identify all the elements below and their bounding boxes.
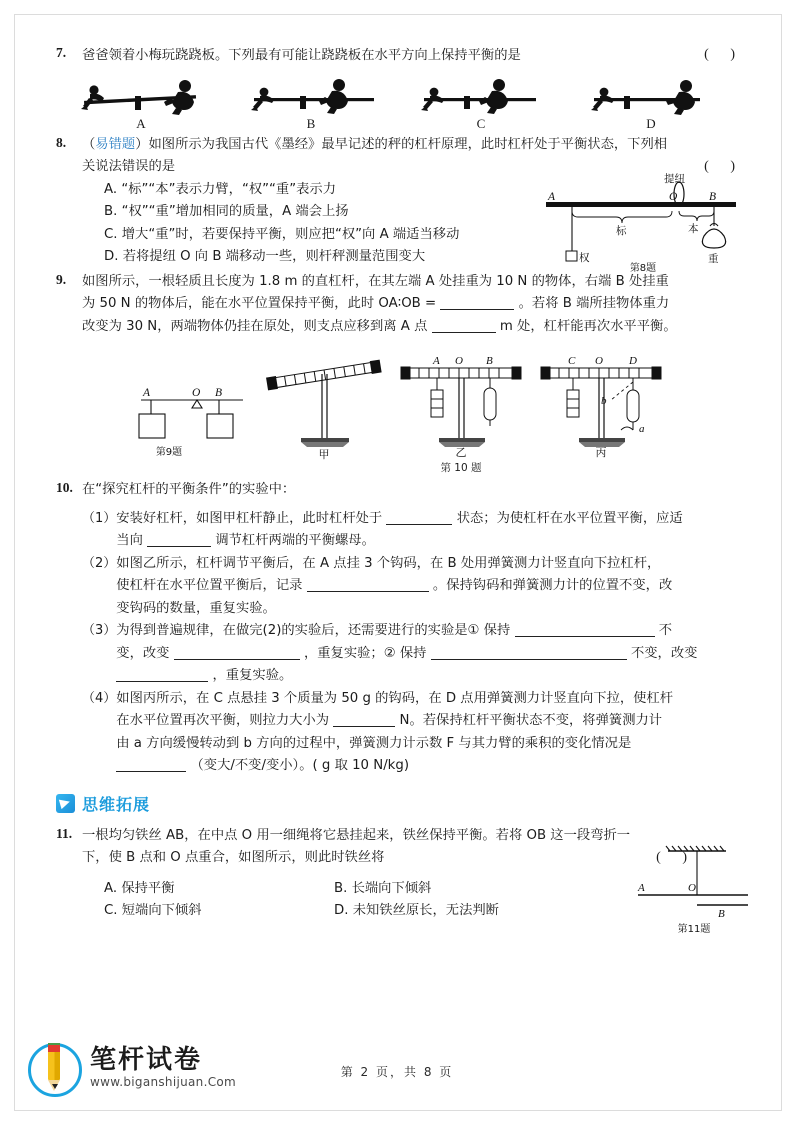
seesaw-label-a: A [136, 115, 146, 131]
seesaw-icon-d [576, 76, 726, 118]
question-9-number: 9. [56, 271, 67, 287]
question-10-sub-4 [82, 688, 744, 778]
question-11-option-a: A. 保持平衡 [104, 880, 175, 896]
question-10-sub-3-text-a: 为得到普遍规律，在做完(2)的实验后，还需要进行的实验是① 保持 [116, 623, 511, 638]
q9-label-O: O [192, 387, 201, 399]
question-10-sub-2-line-2 [116, 575, 744, 598]
question-9-line-2-b: 。若将 B 端所挂物体重力 [518, 296, 670, 311]
question-11-option-b: B. 长端向下倾斜 [334, 880, 432, 896]
q10-bing-label-D: D [629, 355, 637, 367]
steelyard-label-biao: 标 [616, 224, 627, 237]
section-title: 思维拓展 [82, 794, 151, 814]
question-10-sub-3-line-3 [116, 665, 744, 688]
question-10-sub-2-line-3: 变钩码的数量，重复实验。 [116, 600, 276, 616]
question-7 [56, 44, 744, 132]
q10-bing-label-C: C [568, 355, 576, 367]
q11-label-O: O [688, 881, 696, 894]
question-10-sub-1-text-b: 状态；为使杠杆在水平位置平衡，应适 [456, 510, 683, 526]
question-10-sub-3-blank-3[interactable] [431, 644, 627, 660]
question-9-blank-2[interactable] [432, 317, 496, 333]
question-10-sub-1-text-c: 当向 [116, 533, 143, 548]
question-11 [56, 825, 744, 935]
question-10-stem: 在“探究杠杆的平衡条件”的实验中： [82, 482, 296, 497]
steelyard-label-B: B [709, 190, 717, 203]
question-11-figure [630, 843, 752, 935]
lever-with-two-blocks-icon [133, 342, 253, 462]
question-10-sub-3-text-f: ，重复实验。 [212, 668, 293, 683]
question-10-sub-2-number: （2） [82, 555, 117, 571]
question-11-answer-paren: ( ) [656, 850, 696, 865]
question-10-figure-caption: 第 10 题 [440, 462, 482, 474]
question-10-sub-1-text-d: 调节杠杆两端的平衡螺母。 [215, 533, 375, 548]
question-10-sub-3-line-2 [116, 643, 744, 666]
question-10-sub-1-blank-2[interactable] [147, 531, 211, 547]
q9-label-B: B [215, 387, 223, 399]
question-8-stem-text: 如图所示为我国古代《墨经》最早记述的秤的杠杆原理，此时杠杆处于平衡状态，下列相 [148, 136, 668, 152]
steelyard-label-A: A [548, 190, 556, 203]
seesaw-icon-a [66, 76, 216, 118]
question-9-line-3-b: m 处，杠杆能再次水平平衡。 [499, 318, 677, 334]
question-11-line-1: 一根均匀铁丝 AB，在中点 O 用一细绳将它悬挂起来，铁丝保持平衡。若将 OB 这一段弯折一 [82, 827, 631, 843]
question-7-answer-paren: ( ) [704, 47, 744, 62]
question-9-blank-1[interactable] [440, 294, 514, 310]
lever-figure-yi [395, 342, 527, 475]
steelyard-balance-diagram-icon [536, 164, 750, 272]
question-8-error-tag-text: 易错题 [95, 136, 136, 152]
question-8-stem-line-1 [82, 134, 744, 157]
question-10-sub-4-text-e: （变大/不变/变小）。( g 取 10 N/kg) [190, 758, 410, 773]
question-10-sub-3 [82, 620, 744, 688]
question-10-sub-4-text-c: N。若保持杠杆平衡状态不变，将弹簧测力计 [399, 713, 663, 728]
seesaw-label-b: B [306, 115, 316, 131]
question-10-sub-3-line-1 [116, 620, 744, 643]
question-8-figure [536, 164, 750, 272]
brand-name: 笔杆试卷 [90, 1045, 203, 1075]
question-8-paren-open: （ [82, 136, 96, 152]
question-7-number: 7. [56, 45, 67, 60]
question-8-option-b: B. “权”“重”增加相同的质量，A 端会上扬 [104, 204, 349, 219]
page-indicator: 第 2 页，共 8 页 [340, 1065, 454, 1079]
question-10-sub-2-text-c: 。保持钩码和弹簧测力计的位置不变，改 [432, 578, 673, 593]
steelyard-label-tiniu: 提纽 [664, 172, 685, 185]
question-8-option-c: C. 增大“重”时，若要保持平衡，则应把“权”向 A 端适当移动 [104, 226, 460, 242]
steelyard-label-quan: 权 [579, 251, 590, 264]
question-9-10-figure-row [56, 342, 744, 475]
question-9-line-3-a: 改变为 30 N，两端物体仍挂在原处，则支点应移到离 A 点 [82, 318, 428, 334]
seesaw-icon-c [406, 76, 556, 118]
brand-url: www.biganshijuan.Com [90, 1075, 236, 1089]
q10-bing-label-O: O [595, 355, 603, 367]
bent-wire-hanging-icon [630, 843, 752, 935]
lever-figure-jia [261, 342, 387, 475]
question-10-sub-1-number: （1） [82, 510, 117, 526]
question-11-option-d: D. 未知铁丝原长，无法判断 [334, 903, 499, 918]
question-7-figure-row [66, 76, 726, 132]
question-9-line-3 [82, 316, 744, 339]
question-8-number: 8. [56, 134, 67, 150]
question-10 [56, 479, 744, 778]
page-content [56, 44, 744, 935]
question-10-sub-1-line-2 [116, 530, 744, 553]
question-8-option-a: A. “标”“本”表示力臂，“权”“重”表示力 [104, 181, 336, 197]
question-11-figure-caption: 第11题 [677, 923, 711, 935]
question-11-number: 11. [56, 825, 73, 841]
question-8-option-d: D. 若将提纽 O 向 B 端移动一些，则杆秤测量范围变大 [104, 249, 426, 264]
q10-yi-label-O: O [455, 355, 463, 367]
question-11-option-c: C. 短端向下倾斜 [104, 903, 202, 918]
q10-bing-label-b: b [601, 395, 607, 407]
pencil-tip-icon [52, 1084, 58, 1089]
question-8-figure-caption: 第8题 [629, 262, 657, 272]
question-10-sub-4-line-1: 如图丙所示，在 C 点悬挂 3 个质量为 50 g 的钩码，在 D 点用弹簧测力计竖直向下拉，使杠杆 [116, 690, 674, 706]
lever-rotating-spring-scale-icon [535, 342, 667, 462]
question-10-sub-1-text-a: 安装好杠杆，如图甲杠杆静止，此时杠杆处于 [116, 510, 383, 526]
question-10-sub-3-text-b: 不 [658, 623, 673, 638]
question-10-sub-2-line-1: 如图乙所示，杠杆调节平衡后，在 A 点挂 3 个钩码，在 B 处用弹簧测力计竖直向下拉杠杆， [116, 555, 661, 571]
question-10-sub-1-line-1 [116, 508, 744, 531]
question-10-sub-3-text-e: 不变，改变 [630, 645, 698, 661]
question-11-line-2-text: 下，使 B 点和 O 点重合，如图所示，则此时铁丝将 [82, 850, 385, 865]
question-8 [56, 134, 744, 272]
question-10-number: 10. [56, 480, 73, 495]
question-7-stem: 爸爸领着小梅玩跷跷板。下列最有可能让跷跷板在水平方向上保持平衡的是 [82, 48, 521, 63]
question-9-line-2 [82, 293, 744, 316]
question-10-sub-2 [82, 553, 744, 621]
question-10-sub-1 [82, 508, 744, 553]
question-9-figure-caption: 第9题 [155, 447, 183, 458]
seesaw-label-d: D [646, 115, 656, 131]
question-10-sub-3-blank-4[interactable] [116, 666, 208, 682]
question-10-sub-3-text-c: 变，改变 [116, 645, 170, 661]
question-10-sub-3-text-d: ，重复实验；② 保持 [303, 645, 427, 661]
q11-label-A: A [638, 881, 645, 894]
question-8-answer-paren: ( ) [704, 159, 744, 174]
question-10-sub-1-blank-1[interactable] [386, 509, 452, 525]
lightning-badge-icon [56, 794, 75, 813]
seesaw-option-d [576, 76, 726, 132]
question-10-sub-3-blank-2[interactable] [174, 644, 300, 660]
question-9-line-1: 如图所示，一根轻质且长度为 1.8 m 的直杠杆，在其左端 A 处挂重为 10 N 的物体，右端 B 处挂重 [82, 273, 669, 289]
question-10-sub-2-blank-1[interactable] [307, 576, 429, 592]
question-10-sub-4-line-4 [116, 755, 744, 778]
tilted-lever-stand-icon [261, 342, 387, 462]
question-10-sub-4-line-3: 由 a 方向缓慢转动到 b 方向的过程中，弹簧测力计示数 F 与其力臂的乘积的变化情况是 [116, 735, 632, 751]
q10-yi-label-B: B [486, 355, 493, 367]
lever-figure-jia-label: 甲 [318, 448, 330, 461]
lever-figure-yi-label: 乙 [455, 446, 467, 459]
question-10-sub-4-number: （4） [82, 690, 117, 706]
steelyard-label-ben: 本 [688, 222, 699, 235]
question-10-sub-3-number: （3） [82, 623, 117, 638]
question-10-sub-4-text-b: 在水平位置再次平衡，则拉力大小为 [116, 713, 330, 728]
q10-bing-label-a: a [639, 423, 645, 435]
seesaw-option-b [236, 76, 386, 132]
page-footer [0, 1037, 794, 1115]
steelyard-label-O: O [669, 190, 678, 203]
question-9-figure [133, 342, 253, 475]
question-8-stem-text-2: 关说法错误的是 [82, 159, 176, 174]
question-8-paren-close: ） [135, 136, 149, 152]
lever-hooks-and-spring-scale-icon [395, 342, 527, 462]
seesaw-icon-b [236, 76, 386, 118]
question-10-sub-2-text-b: 使杠杆在水平位置平衡后，记录 [116, 578, 303, 593]
question-9 [56, 271, 744, 476]
seesaw-option-c [406, 76, 556, 132]
steelyard-label-zhong: 重 [708, 252, 719, 265]
seesaw-label-c: C [476, 115, 486, 131]
seesaw-option-a [66, 76, 216, 132]
question-9-line-2-a: 为 50 N 的物体后，能在水平位置保持平衡，此时 OA∶OB = [82, 296, 437, 311]
question-10-sub-4-line-2 [116, 710, 744, 733]
q11-label-B: B [718, 907, 725, 920]
section-banner-thinking-expansion [56, 792, 744, 815]
question-10-sub-4-blank-2[interactable] [116, 756, 186, 772]
question-10-sub-3-blank-1[interactable] [515, 621, 655, 637]
q10-yi-label-A: A [433, 355, 440, 367]
lever-figure-bing [535, 342, 667, 475]
question-10-sub-4-blank-1[interactable] [333, 711, 395, 727]
lever-figure-bing-label: 丙 [595, 446, 607, 459]
q9-label-A: A [143, 387, 151, 399]
